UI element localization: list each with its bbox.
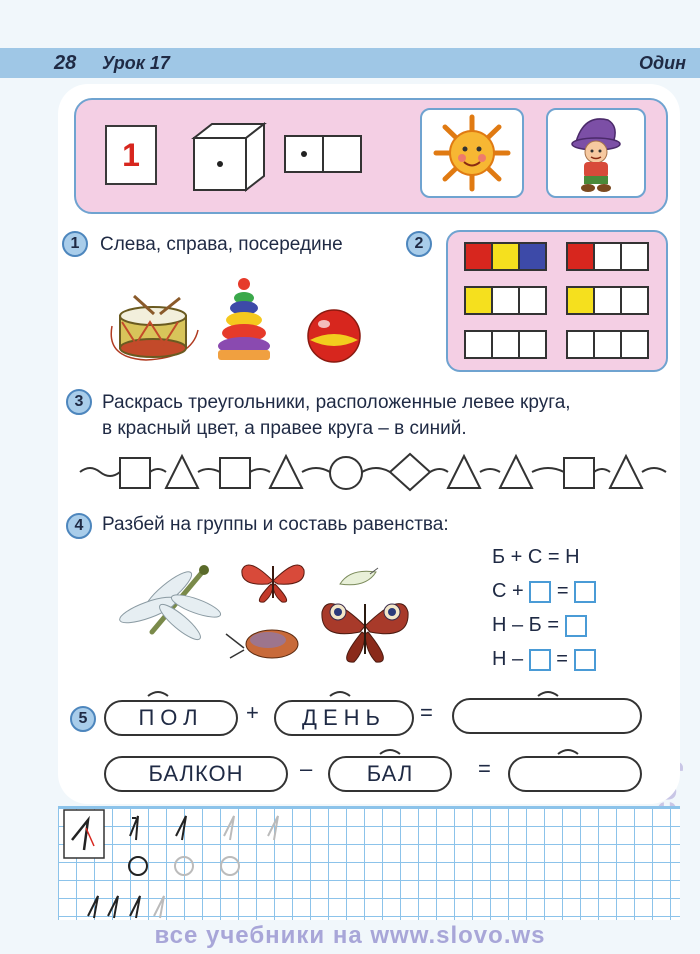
equals-sign: = <box>420 700 433 725</box>
minus-sign: – <box>300 756 313 781</box>
equation-3-left: Н – Б = <box>492 614 560 636</box>
task-3-line-2: в красный цвет, а правее круга – в синий. <box>102 418 467 439</box>
word-pol: ПОЛ <box>104 700 238 736</box>
writing-samples <box>58 806 680 920</box>
task-3-badge: 3 <box>66 389 92 415</box>
task-3-line-1: Раскрась треугольники, расположенные левее круга, <box>102 392 571 413</box>
equation-4-left: Н – <box>492 648 524 670</box>
task-1-text: Слева, справа, посередине <box>100 234 343 255</box>
equation-4-equals: = <box>556 648 568 670</box>
equals-sign: = <box>478 756 491 781</box>
page-number: 28 <box>54 52 77 74</box>
equation-2-equals: = <box>556 580 569 602</box>
word-den: ДЕНЬ <box>274 700 414 736</box>
task-5-badge: 5 <box>70 706 96 732</box>
word-bal: БАЛ <box>328 756 452 792</box>
task-1-badge: 1 <box>62 231 88 257</box>
answer-pill-1[interactable] <box>452 698 642 734</box>
answer-pill-2[interactable] <box>508 756 642 792</box>
lesson-topic: Один <box>639 53 686 73</box>
task-2-badge: 2 <box>406 231 432 257</box>
word-balkon: БАЛКОН <box>104 756 288 792</box>
equation-2-left: С + <box>492 580 524 602</box>
lesson-title: Урок 17 <box>102 53 170 73</box>
task-4-badge: 4 <box>66 513 92 539</box>
task-4-text: Разбей на группы и составь равенства: <box>102 514 449 535</box>
number-one: 1 <box>122 136 140 173</box>
plus-sign: + <box>246 700 259 725</box>
equation-1: Б + С = Н <box>492 546 580 568</box>
footer-watermark: все учебники на www.slovo.ws <box>154 922 546 949</box>
